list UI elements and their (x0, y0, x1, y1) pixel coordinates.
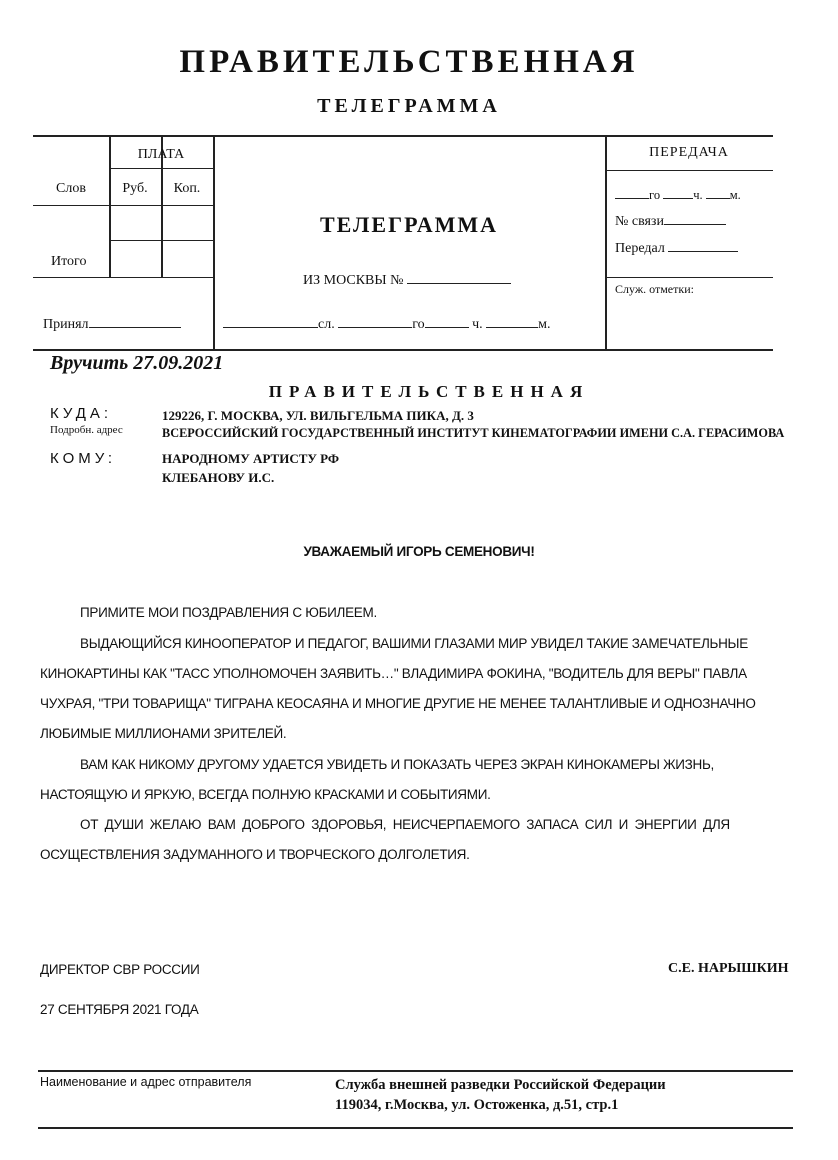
total-label: Итого (51, 254, 87, 269)
address-line-2: ВСЕРОССИЙСКИЙ ГОСУДАРСТВЕННЫЙ ИНСТИТУТ КИНЕМАТОГРАФИИ ИМЕНИ С.А. ГЕРАСИМОВА (162, 426, 785, 440)
from-moscow-label: ИЗ МОСКВЫ № (303, 273, 404, 288)
received-label: Принял (43, 317, 89, 332)
detail-address-label: Подробн. адрес (50, 424, 123, 436)
to-label: КУДА: (50, 405, 113, 422)
transmission-label: ПЕРЕДАЧА (649, 145, 729, 160)
signature-name: С.Е. НАРЫШКИН (668, 961, 789, 976)
received-field (43, 313, 181, 333)
footer-bottom-rule (38, 1127, 793, 1129)
transmission-time-field: го ч. м. (615, 184, 741, 203)
rub-label: Руб. (122, 181, 148, 196)
kop-label: Коп. (173, 181, 201, 196)
transmitted-field (615, 237, 738, 257)
recipient-name: КЛЕБАНОВУ И.С. (162, 470, 275, 485)
payment-label: ПЛАТА (137, 147, 185, 162)
date-time-field: сл. го ч. м. (223, 313, 551, 333)
recipient-title: НАРОДНОМУ АРТИСТУ РФ (162, 451, 340, 466)
from-moscow-field (303, 269, 511, 289)
document-subtitle: ТЕЛЕГРАММА (317, 95, 501, 117)
words-label: Слов (56, 181, 86, 196)
telegram-form-header (33, 135, 773, 351)
address-line-1: 129226, Г. МОСКВА, УЛ. ВИЛЬГЕЛЬМА ПИКА, Д. 3 (162, 408, 474, 423)
government-spaced-title: ПРАВИТЕЛЬСТВЕННАЯ (268, 382, 590, 401)
document-title: ПРАВИТЕЛЬСТВЕННАЯ (179, 44, 639, 80)
transmitted-label: Передал (615, 241, 665, 256)
whom-label: КОМУ: (50, 450, 117, 467)
footer-top-rule (38, 1070, 793, 1072)
sender-name: Служба внешней разведки Российской Федерации (335, 1077, 666, 1093)
signature-date: 27 СЕНТЯБРЯ 2021 ГОДА (40, 1002, 199, 1017)
center-telegram-title: ТЕЛЕГРАММА (319, 212, 499, 237)
deliver-date: Вручить 27.09.2021 (50, 352, 224, 374)
service-marks-label: Служ. отметки: (615, 282, 694, 296)
letter-greeting: УВАЖАЕМЫЙ ИГОРЬ СЕМЕНОВИЧ! (303, 544, 535, 559)
connection-label: № связи (615, 214, 664, 229)
signature-position: ДИРЕКТОР СВР РОССИИ (40, 962, 200, 977)
sender-label: Наименование и адрес отправителя (40, 1075, 252, 1089)
sender-address: 119034, г.Москва, ул. Остоженка, д.51, стр.1 (335, 1097, 619, 1113)
letter-paragraph-1: ПРИМИТЕ МОИ ПОЗДРАВЛЕНИЯ С ЮБИЛЕЕМ. (80, 605, 377, 620)
connection-field (615, 210, 726, 230)
